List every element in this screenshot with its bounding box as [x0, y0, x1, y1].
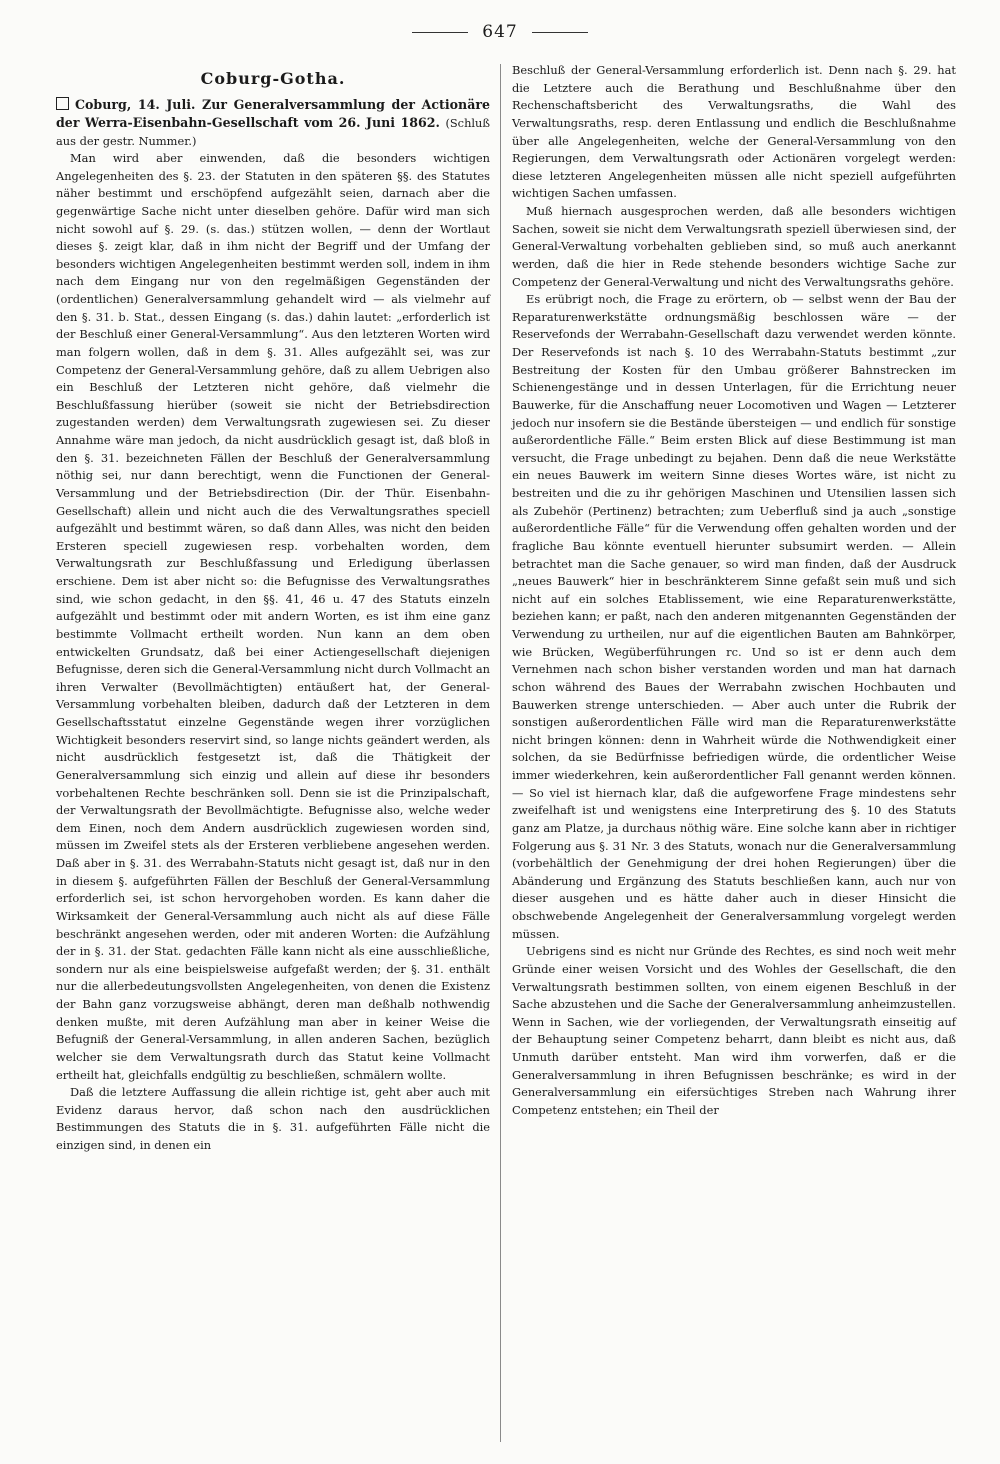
paragraph: Es erübrigt noch, die Frage zu erörtern, ob — selbst wenn der Bau der Reparaturenwerkstätte ordnungsmäßig beschlossen wäre — der Reservefonds der Werrabahn-Gesellschaft dazu verwendet werden könnte. Der Reservefonds ist nach §. 10 des Werrabahn-Statuts bestimmt „zur Bestreitung der Kosten für den Umbau größerer Bahnstrecken im Schienengestänge und in dessen Unterlagen, für die Errichtung neuer Bauwerke, für die Anschaffung neuer Locomotiven und Wagen — Letzterer jedoch nur insofern sie die Bestände übersteigen — und endlich für sonstige außerordentliche Fälle.“ Beim ersten Blick auf diese Bestimmung ist man versucht, die Frage unbedingt zu bejahen. Denn daß die neue Werkstätte ein neues Bauwerk im weitern Sinne dieses Wortes wäre, ist nicht zu bestreiten und die zu ihr gehörigen Maschinen und Utensilien lassen sich als Zubehör (Pertinenz) betrachten; zum Ueberfluß sind ja auch „sonstige außerordentliche Fälle“ für die Verwendung offen gehalten worden und der fragliche Bau könnte eventuell hierunter subsumirt werden. — Allein betrachtet man die Sache genauer, so wird man finden, daß der Ausdruck „neues Bauwerk“ hier in beschränkterem Sinne gefaßt sein muß und sich nicht auf ein solches Etablissement, wie eine Reparaturenwerkstätte, beziehen kann; er paßt, nach den anderen mitgenannten Gegenständen der Verwendung zu urtheilen, nur auf die eigentlichen Bauten am Bahnkörper, wie Brücken, Wegüberführungen rc. Und so ist er denn auch dem Vernehmen nach schon bisher verstanden worden und man hat darnach schon während des Baues der Werrabahn zwischen Hochbauten und Bauwerken strenge unterschieden. — Aber auch unter die Rubrik der sonstigen außerordentlichen Fälle wird man die Reparaturenwerkstätte nicht bringen können: denn in Wahrheit würde die Nothwendigkeit einer solchen, da sie Bedürfnisse befriedigen würde, die ordentlicher Weise immer wiederkehren, kein außerordentlicher Fall genannt werden können. — So viel ist hiernach klar, daß die aufgeworfene Frage mindestens sehr zweifelhaft ist und wenigstens eine Interpretirung des §. 10 des Statuts ganz am Platze, ja durchaus nöthig wäre. Eine solche kann aber in richtiger Folgerung aus §. 31 Nr. 3 des Statuts, wonach nur die Generalversammlung (vorbehältlich der Genehmigung der drei hohen Regierungen) über die Abänderung und Ergänzung des Statuts beschließen kann, auch nur von dieser ausgehen und es hätte daher auch in dieser Hinsicht die obschwebende Angelegenheit der Generalversammlung vorgelegt werden müssen. [512, 292, 956, 941]
right-column [512, 62, 956, 1120]
paragraph: Muß hiernach ausgesprochen werden, daß alle besonders wichtigen Sachen, soweit sie nicht dem Verwaltungsrath speziell überwiesen sind, der General-Verwaltung vorbehalten geblieben sind, so muß auch anerkannt werden, daß die hier in Rede stehende besonders wichtige Sache zur Competenz der General-Verwaltung und nicht des Verwaltungsraths gehöre. [512, 204, 956, 289]
paragraph: Beschluß der General-Versammlung erforderlich ist. Denn nach §. 29. hat die Letztere auch die Berathung und Beschlußnahme über den Rechenschaftsbericht des Verwaltungsraths, die Wahl des Verwaltungsraths, resp. deren Entlassung und endlich die Beschlußnahme über alle Angelegenheiten, welche der General-Versammlung von den Regierungen, dem Verwaltungsrath oder Actionären vorgelegt werden: diese letzteren Angelegenheiten müssen alle nicht speziell aufgeführten wichtigen Sachen umfassen. [512, 63, 956, 201]
header-rule-right [532, 32, 588, 33]
article-heading [56, 96, 490, 150]
left-column [56, 62, 490, 1155]
article-dateline: Coburg, 14. Juli. [75, 97, 196, 112]
column-divider [500, 64, 501, 1442]
article-note: (Schluß aus der gestr. Nummer.) [56, 116, 490, 148]
section-title: Coburg-Gotha. [200, 69, 346, 88]
square-marker-icon [56, 97, 69, 110]
paragraph: Uebrigens sind es nicht nur Gründe des Rechtes, es sind noch weit mehr Gründe einer weisen Vorsicht und des Wohles der Gesellschaft, die den Verwaltungsrath bestimmen sollten, von einem eigenen Beschluß in der Sache abzustehen und die Sache der Generalversammlung anheimzustellen. Wenn in Sachen, wie der vorliegenden, der Verwaltungsrath einseitig auf der Behauptung seiner Competenz beharrt, dann bleibt es nicht aus, daß Unmuth darüber entsteht. Man wird ihm vorwerfen, daß er die Generalversammlung in ihren Befugnissen beschränke; es wird in der Generalversammlung ein eifersüchtiges Streben nach Wahrung ihrer Competenz entstehen; ein Theil der [512, 944, 956, 1117]
paragraph: Man wird aber einwenden, daß die besonders wichtigen Angelegenheiten des §. 23. der Statuten in den späteren §§. des Statutes näher bestimmt und erschöpfend aufgezählt seien, darnach aber die gegenwärtige Sache nicht unter dieselben gehöre. Dafür wird man sich nicht sowohl auf §. 29. (s. das.) stützen wollen, — denn der Wortlaut dieses §. zeigt klar, daß in ihm nicht der Begriff und der Umfang der besonders wichtigen Angelegenheiten bestimmt werden soll, indem in ihm nach dem Eingang nur von den regelmäßigen Gegenständen der (ordentlichen) Generalversammlung gehandelt wird — als vielmehr auf den §. 31. b. Stat., dessen Eingang (s. das.) dahin lautet: „erforderlich ist der Beschluß einer General-Versammlung“. Aus den letzteren Worten wird man folgern wollen, daß in dem §. 31. Alles aufgezählt sei, was zur Competenz der General-Versammlung gehöre, daß zu allem Uebrigen also ein Beschluß der Letzteren nicht gehöre, daß vielmehr die Beschlußfassung hierüber (soweit sie nicht der Betriebsdirection zugestanden werden) dem Verwaltungsrath zugewiesen sei. Zu dieser Annahme wäre man jedoch, da nicht ausdrücklich gesagt ist, daß bloß in den §. 31. bezeichneten Fällen der Beschluß der Generalversammlung nöthig sei, nur dann berechtigt, wenn die Functionen der General-Versammlung und der Betriebsdirection (Dir. der Thür. Eisenbahn-Gesellschaft) allein und nicht auch die des Verwaltungsrathes speciell aufgezählt und bestimmt wären, so daß dann Alles, was nicht den beiden Ersteren speciell zugewiesen resp. vorbehalten worden, dem Verwaltungsrath zur Beschlußfassung und Erledigung überlassen erschiene. Dem ist aber nicht so: die Befugnisse des Verwaltungsrathes sind, wie schon gedacht, in den §§. 41, 46 u. 47 des Statuts einzeln aufgezählt und bestimmt oder mit andern Worten, es ist ihm eine ganz bestimmte Vollmacht ertheilt worden. Nun kann an dem oben entwickelten Grundsatz, daß bei einer Actiengesellschaft diejenigen Befugnisse, deren sich die General-Versammlung nicht durch Vollmacht an ihren Verwalter (Bevollmächtigten) entäußert hat, der General-Versammlung vorbehalten bleiben, dadurch daß der Letzteren in dem Gesellschaftsstatut einzelne Gegenstände wegen ihrer vorzüglichen Wichtigkeit besonders reservirt sind, so lange nichts geändert werden, als nicht ausdrücklich festgesetzt ist, daß die Thätigkeit der Generalversammlung sich einzig und allein auf diese ihr besonders vorbehaltenen Rechte beschränken soll. Denn sie ist die Prinzipalschaft, der Verwaltungsrath der Bevollmächtigte. Befugnisse also, welche weder dem Einen, noch dem Andern ausdrücklich zugewiesen worden sind, müssen im Zweifel stets als der Ersteren verbliebene angesehen werden. Daß aber in §. 31. des Werrabahn-Statuts nicht gesagt ist, daß nur in den in diesem §. aufgeführten Fällen der Beschluß der General-Versammlung erforderlich sei, ist schon hervorgehoben worden. Es kann daher die Wirksamkeit der General-Versammlung auch nicht als auf diese Fälle beschränkt angesehen werden, oder mit anderen Worten: die Aufzählung der in §. 31. der Stat. gedachten Fälle kann nicht als eine ausschließliche, sondern nur als eine beispielsweise aufgefaßt werden; der §. 31. enthält nur die allerbedeutungsvollsten Angelegenheiten, von denen die Existenz der Bahn ganz vorzugsweise abhängt, deren man deßhalb nothwendig denken mußte, mit deren Aufzählung man aber in keiner Weise die Befugniß der General-Versammlung, in allen anderen Sachen, bezüglich welcher sie dem Verwaltungsrath durch das Statut keine Vollmacht ertheilt hat, gleichfalls endgültig zu beschließen, schmälern wollte. [56, 151, 490, 1082]
article-headline: Zur Generalversammlung der Actionäre der Werra-Eisenbahn-Gesellschaft vom 26. Juni 1862. [56, 97, 491, 130]
paragraph: Daß die letztere Auffassung die allein richtige ist, geht aber auch mit Evidenz daraus hervor, daß schon nach den ausdrücklichen Bestimmungen des Statuts die in §. 31. aufgeführten Fälle nicht die einzigen sind, in denen ein [56, 1085, 490, 1152]
page-number: 647 [482, 22, 518, 42]
header-rule-left [412, 32, 468, 33]
page-header [0, 22, 1000, 42]
